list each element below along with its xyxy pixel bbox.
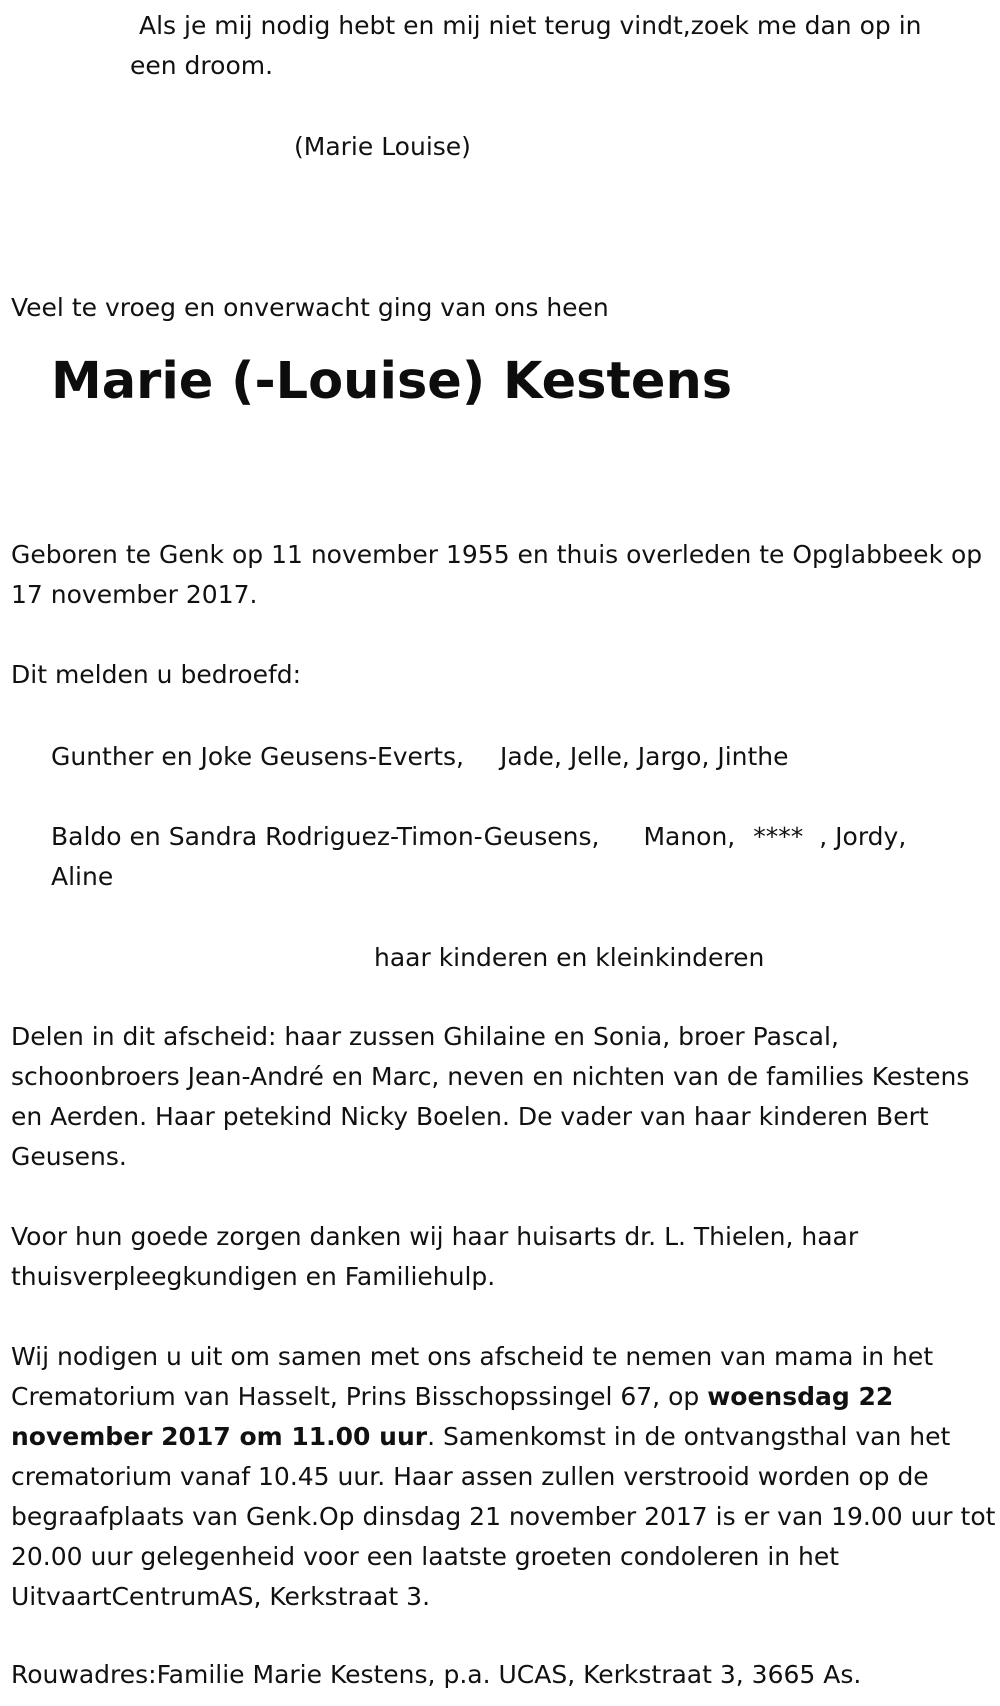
invite-part-1: Wij nodigen u uit om samen met ons afscheid te nemen van mama in het Crematorium van Hasselt, Prins Bisschopssingel 67, op <box>11 1342 934 1411</box>
mourning-address: Rouwadres:Familie Marie Kestens, p.a. UCAS, Kerkstraat 3, 3665 As. <box>11 1660 862 1689</box>
family-row-2-rest: , Jordy, <box>819 822 907 851</box>
family-row-2 <box>51 817 951 897</box>
family-row-1-parents: Gunther en Joke Geusens-Everts, <box>51 742 464 771</box>
family-closing: haar kinderen en kleinkinderen <box>374 943 765 972</box>
family-row-2-child-1: Manon, <box>643 822 736 851</box>
invite-part-2: . Samenkomst in de ontvangsthal van het crematorium vanaf 10.45 uur. Haar assen zullen verstrooid worden op de begraafplaats van Genk.Op dinsdag 21 november 2017 is er van 19.00 uur tot 20.00 uur gelegenheid voor een laatste groeten condoleren in het UitvaartCentrumAS, Kerkstraat 3. <box>11 1422 996 1611</box>
family-row-2-stars: **** <box>753 822 804 851</box>
poem-quote <box>130 6 990 86</box>
poem-line-2: een droom. <box>130 51 274 80</box>
poem-author: (Marie Louise) <box>294 132 471 161</box>
poem-line-1: Als je mij nodig hebt en mij niet terug vindt,zoek me dan op in <box>139 11 922 40</box>
share-text: Delen in dit afscheid: haar zussen Ghilaine en Sonia, broer Pascal, schoonbroers Jean-André en Marc, neven en nichten van de families Kestens en Aerden. Haar petekind Nicky Boelen. De vader van haar kinderen Bert Geusens. <box>11 1022 970 1171</box>
family-row-1 <box>51 737 789 777</box>
deceased-name: Marie (-Louise) Kestens <box>51 352 733 411</box>
family-row-2-last: Aline <box>51 862 114 891</box>
family-row-1-children: Jade, Jelle, Jargo, Jinthe <box>500 742 789 771</box>
thanks-text: Voor hun goede zorgen danken wij haar huisarts dr. L. Thielen, haar thuisverpleegkundigen en Familiehulp. <box>11 1222 859 1291</box>
intro-text: Veel te vroeg en onverwacht ging van ons heen <box>11 293 609 322</box>
family-row-2-parents: Baldo en Sandra Rodriguez-Timon-Geusens, <box>51 822 600 851</box>
invite-text <box>11 1337 996 1617</box>
announce-text: Dit melden u bedroefd: <box>11 660 302 689</box>
invite-date-bold: woensdag 22 november 2017 om 11.00 uur <box>11 1382 894 1451</box>
birth-death-text: Geboren te Genk op 11 november 1955 en thuis overleden te Opglabbeek op 17 november 2017. <box>11 540 983 609</box>
